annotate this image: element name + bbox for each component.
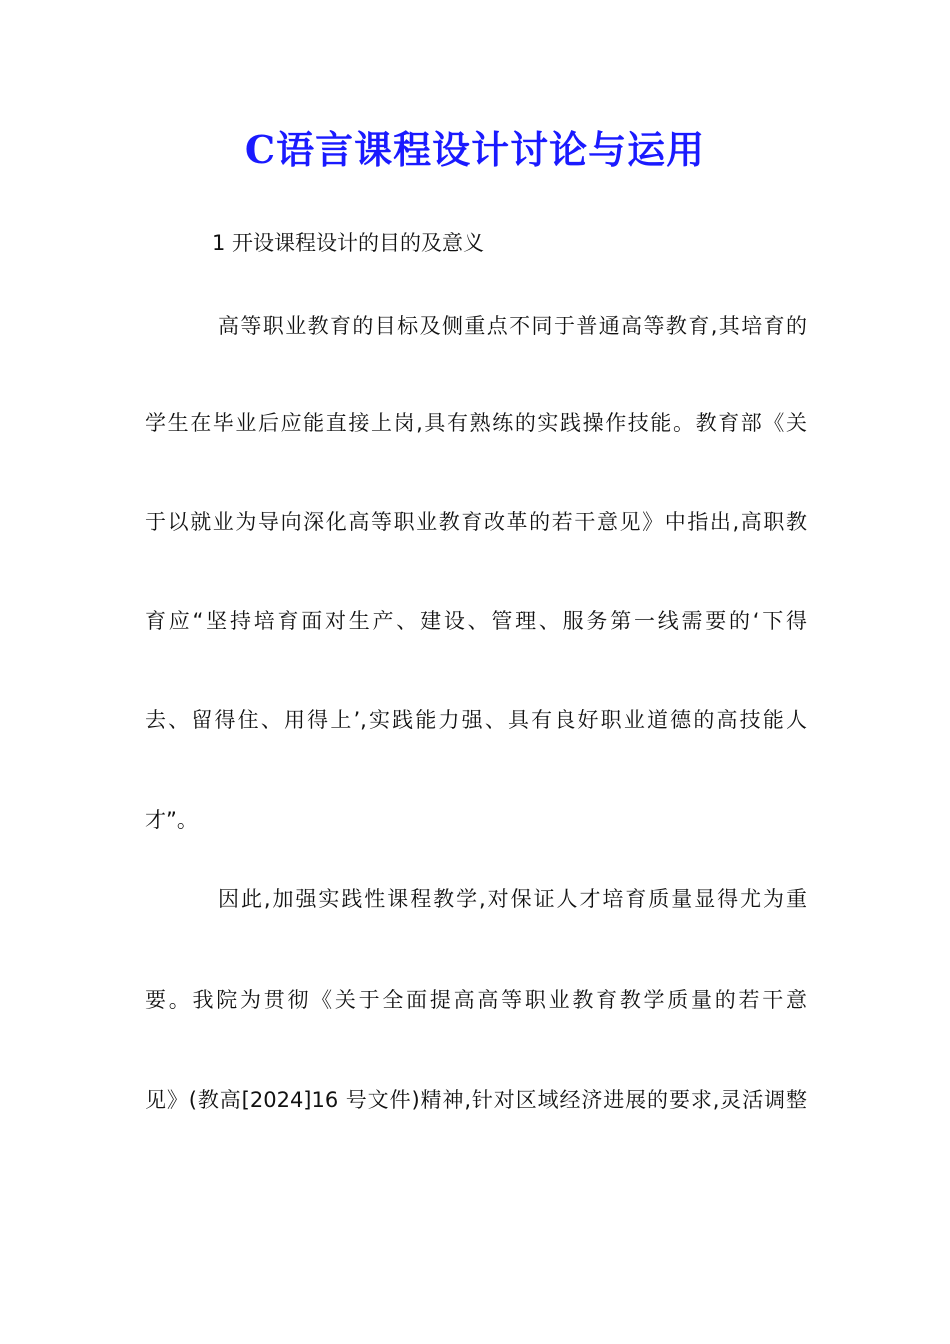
paragraph-line: 因此,加强实践性课程教学,对保证人才培育质量显得尤为重 xyxy=(218,887,807,911)
paragraph-line: 学生在毕业后应能直接上岗,具有熟练的实践操作技能。教育部《关 xyxy=(145,411,807,435)
paragraph-line: 于以就业为导向深化高等职业教育改革的若干意见》中指出,高职教 xyxy=(145,510,807,534)
paragraph-line: 育应“坚持培育面对生产、建设、管理、服务第一线需要的‘下得 xyxy=(145,609,807,633)
document-title: C语言课程设计讨论与运用 xyxy=(244,127,706,172)
paragraph-line: 去、留得住、用得上’,实践能力强、具有良好职业道德的高技能人 xyxy=(145,708,807,732)
paragraph-line: 高等职业教育的目标及侧重点不同于普通高等教育,其培育的 xyxy=(218,314,807,338)
paragraph-line: 见》(教高[2024]16 号文件)精神,针对区域经济进展的要求,灵活调整 xyxy=(145,1088,807,1112)
paragraph-line: 要。我院为贯彻《关于全面提高高等职业教育教学质量的若干意 xyxy=(145,988,807,1012)
section-heading: 1 开设课程设计的目的及意义 xyxy=(212,231,485,255)
paragraph-line: 才”。 xyxy=(145,808,198,832)
